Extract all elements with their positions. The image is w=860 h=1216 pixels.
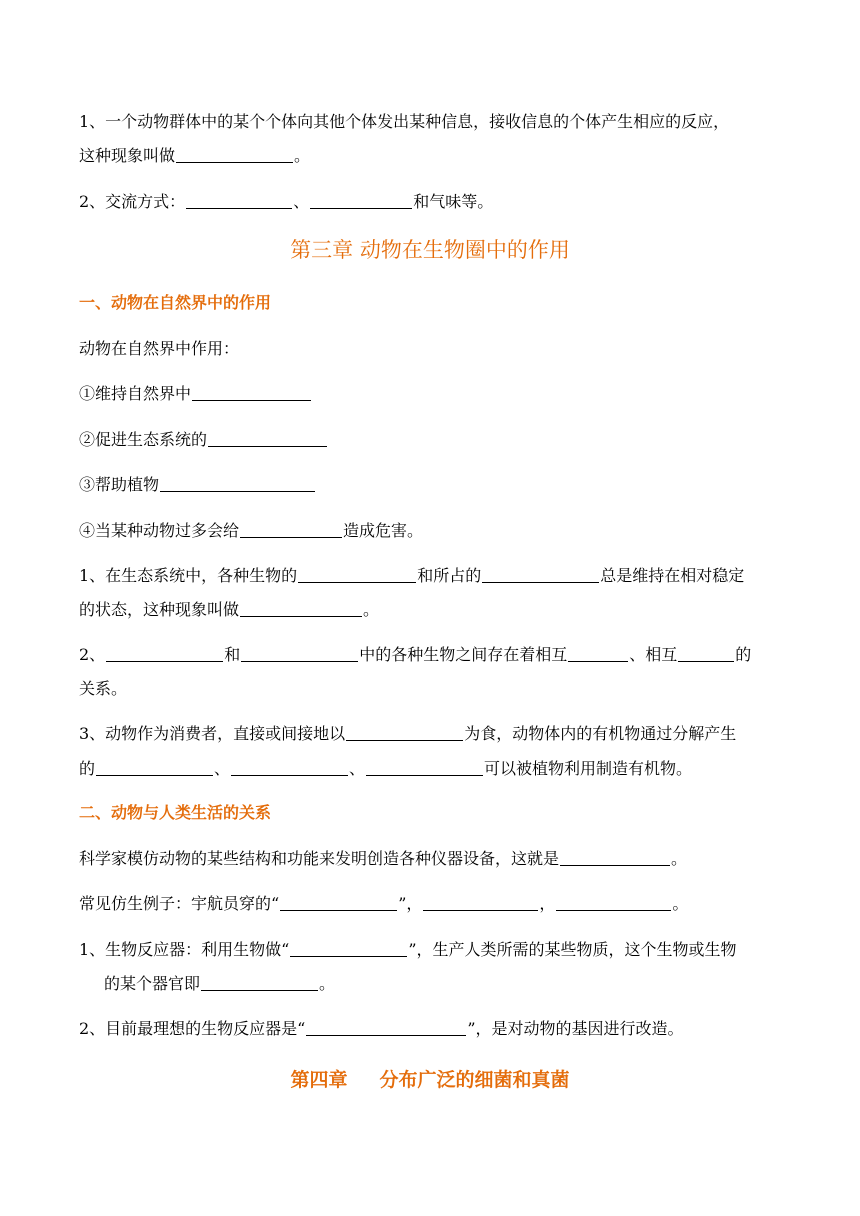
s1-line2: 的状态，这种现象叫做 。: [79, 600, 380, 619]
blank-field[interactable]: [240, 521, 342, 538]
role-1: ①维持自然界中: [79, 384, 785, 404]
s2-line1: 2、 和 中的各种生物之间存在着相互 、相互 的: [79, 645, 752, 664]
bionics-line: 科学家模仿动物的某些结构和功能来发明创造各种仪器设备，这就是 。: [79, 849, 688, 868]
blank-field[interactable]: [346, 724, 463, 741]
role-4: ④当某种动物过多会给 造成危害。: [79, 521, 424, 540]
section-1-heading: 一、动物在自然界中的作用: [79, 293, 272, 312]
blank-field[interactable]: [201, 974, 318, 991]
section-2-heading: 二、动物与人类生活的关系: [79, 803, 272, 822]
intro-line: 动物在自然界中作用：: [79, 339, 240, 358]
blank-field[interactable]: [298, 566, 416, 583]
s3-line2: 的 、 、 可以被植物利用制造有机物。: [79, 759, 693, 778]
blank-field[interactable]: [556, 894, 671, 911]
blank-field[interactable]: [310, 192, 412, 209]
q1-line1: [79, 112, 785, 132]
blank-field[interactable]: [160, 475, 315, 492]
blank-field[interactable]: [280, 894, 397, 911]
blank-field[interactable]: [240, 600, 362, 617]
blank-field[interactable]: [678, 645, 734, 662]
role-2: ②促进生态系统的: [79, 430, 785, 450]
chapter-4-number: 第四章: [290, 1069, 348, 1091]
blank-field[interactable]: [192, 384, 311, 401]
q2-line: 2、交流方式： 、 和气味等。: [79, 192, 494, 211]
blank-field[interactable]: [366, 759, 483, 776]
q1-line2: 这种现象叫做 。: [79, 146, 311, 165]
blank-field[interactable]: [106, 645, 223, 662]
q1-text2: 这种现象叫做: [79, 146, 176, 165]
reactor-1-line2: 的某个器官即 。: [104, 974, 336, 993]
blank-field[interactable]: [176, 146, 293, 163]
chapter-3-heading: 第三章 动物在生物圈中的作用: [290, 238, 570, 262]
s3-line1: 3、动物作为消费者，直接或间接地以 为食，动物体内的有机物通过分解产生: [79, 724, 737, 743]
blank-field[interactable]: [423, 894, 538, 911]
s1-line1: 1、在生态系统中，各种生物的 和所占的 总是维持在相对稳定: [79, 566, 745, 585]
reactor-1-line1: 1、生物反应器：利用生物做“ ”，生产人类所需的某些物质，这个生物或生物: [79, 940, 737, 959]
blank-field[interactable]: [290, 940, 407, 957]
blank-field[interactable]: [241, 645, 358, 662]
s2-line2: 关系。: [79, 679, 128, 698]
blank-field[interactable]: [231, 759, 348, 776]
chapter-4-heading: [0, 1067, 860, 1093]
chapter-4-title: 分布广泛的细菌和真菌: [379, 1069, 570, 1091]
blank-field[interactable]: [186, 192, 292, 209]
blank-field[interactable]: [96, 759, 213, 776]
blank-field[interactable]: [306, 1019, 466, 1036]
role-3: ③帮助植物: [79, 475, 785, 495]
blank-field[interactable]: [560, 849, 670, 866]
q1-text: 1、一个动物群体中的某个个体向其他个体发出某种信息，接收信息的个体产生相应的反应，: [79, 112, 730, 131]
blank-field[interactable]: [482, 566, 599, 583]
blank-field[interactable]: [568, 645, 628, 662]
examples-line: 常见仿生例子：宇航员穿的“ ”， ， 。: [79, 894, 689, 913]
reactor-2-line: 2、目前最理想的生物反应器是“ ”，是对动物的基因进行改造。: [79, 1019, 684, 1038]
blank-field[interactable]: [208, 430, 327, 447]
